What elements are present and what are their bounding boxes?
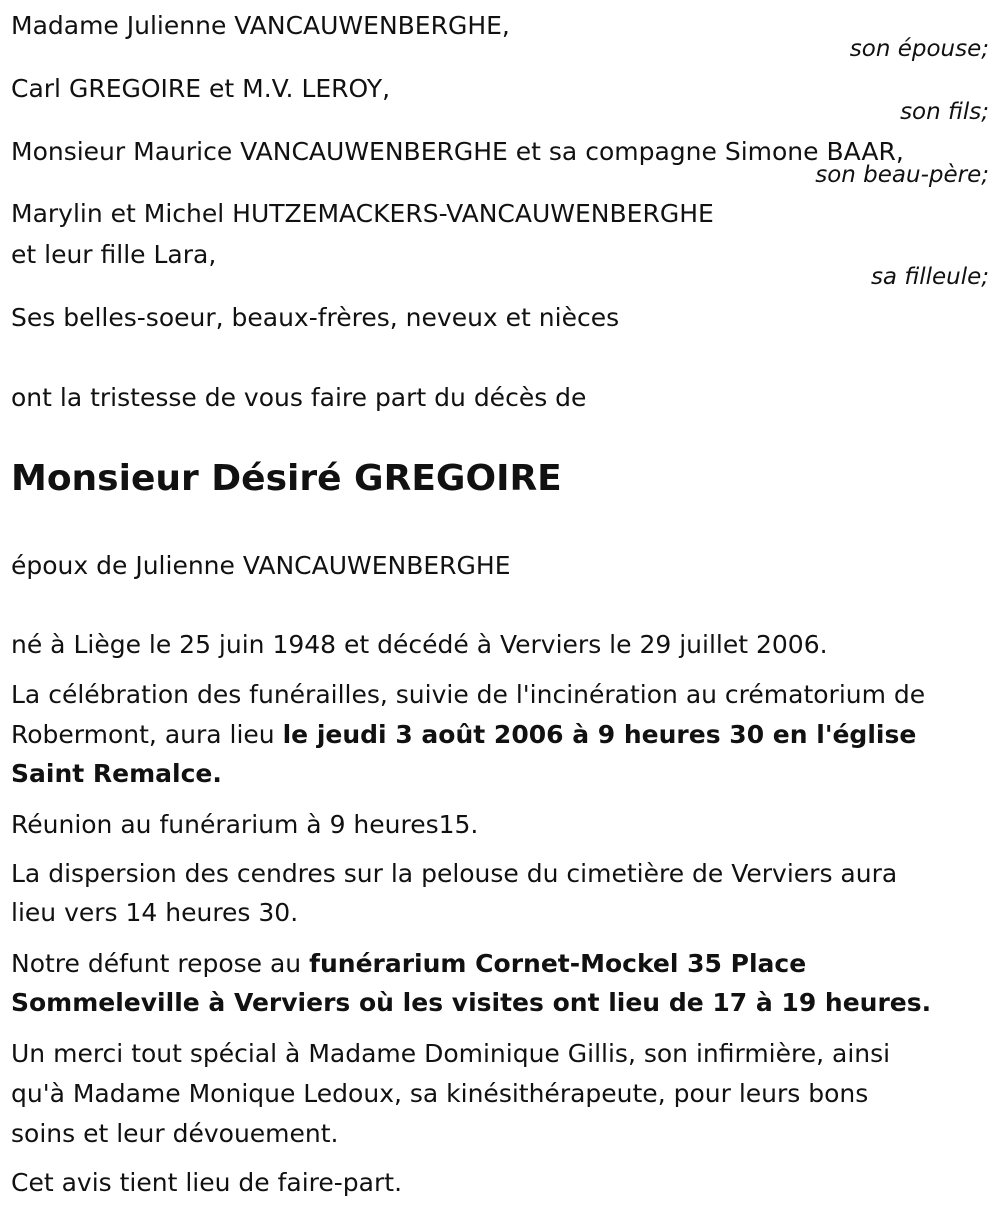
rests-line-1 (11, 944, 806, 984)
dispersion-line-1: La dispersion des cendres sur la pelouse du cimetière de Verviers aura (11, 859, 898, 888)
spouse-line: époux de Julienne VANCAUWENBERGHE (11, 551, 511, 580)
relation-spouse: son épouse; (849, 36, 989, 62)
ceremony-line-2-plain: Robermont, aura lieu (11, 720, 283, 749)
family-member-goddaughter-parents: Marylin et Michel HUTZEMACKERS-VANCAUWENBERGHE (11, 199, 714, 228)
meeting-line: Réunion au funérarium à 9 heures15. (11, 810, 479, 839)
ceremony-date-time: le jeudi 3 août 2006 à 9 heures 30 en l'église (282, 720, 917, 749)
birth-death-line: né à Liège le 25 juin 1948 et décédé à Verviers le 29 juillet 2006. (11, 630, 828, 659)
deceased-name: Monsieur Désiré GREGOIRE (11, 458, 562, 499)
thanks-line-2: qu'à Madame Monique Ledoux, sa kinésithérapeute, pour leurs bons (11, 1079, 869, 1108)
dispersion-line-2: lieu vers 14 heures 30. (11, 898, 299, 927)
relation-goddaughter: sa filleule; (870, 264, 989, 290)
family-extended: Ses belles-soeur, beaux-frères, neveux et nièces (11, 303, 620, 332)
announcement-text: ont la tristesse de vous faire part du décès de (11, 383, 587, 412)
family-member-father-in-law: Monsieur Maurice VANCAUWENBERGHE et sa compagne Simone BAAR, (11, 137, 904, 166)
thanks-line-3: soins et leur dévouement. (11, 1119, 339, 1148)
ceremony-line-2 (11, 715, 916, 755)
rests-visits: Sommeleville à Verviers où les visites ont lieu de 17 à 19 heures. (11, 988, 932, 1017)
family-member-son: Carl GREGOIRE et M.V. LEROY, (11, 74, 391, 103)
rests-location: funérarium Cornet-Mockel 35 Place (309, 949, 807, 978)
thanks-line-1: Un merci tout spécial à Madame Dominique Gillis, son infirmière, ainsi (11, 1039, 891, 1068)
family-member-goddaughter: et leur fille Lara, (11, 240, 217, 269)
family-member-spouse: Madame Julienne VANCAUWENBERGHE, (11, 11, 510, 40)
relation-father-in-law: son beau-père; (815, 162, 989, 188)
closing-line: Cet avis tient lieu de faire-part. (11, 1168, 403, 1197)
ceremony-church: Saint Remalce. (11, 759, 222, 788)
rests-line-1-plain: Notre défunt repose au (11, 949, 310, 978)
ceremony-line-1: La célébration des funérailles, suivie de l'incinération au crématorium de (11, 680, 926, 709)
relation-son: son fils; (900, 99, 989, 125)
